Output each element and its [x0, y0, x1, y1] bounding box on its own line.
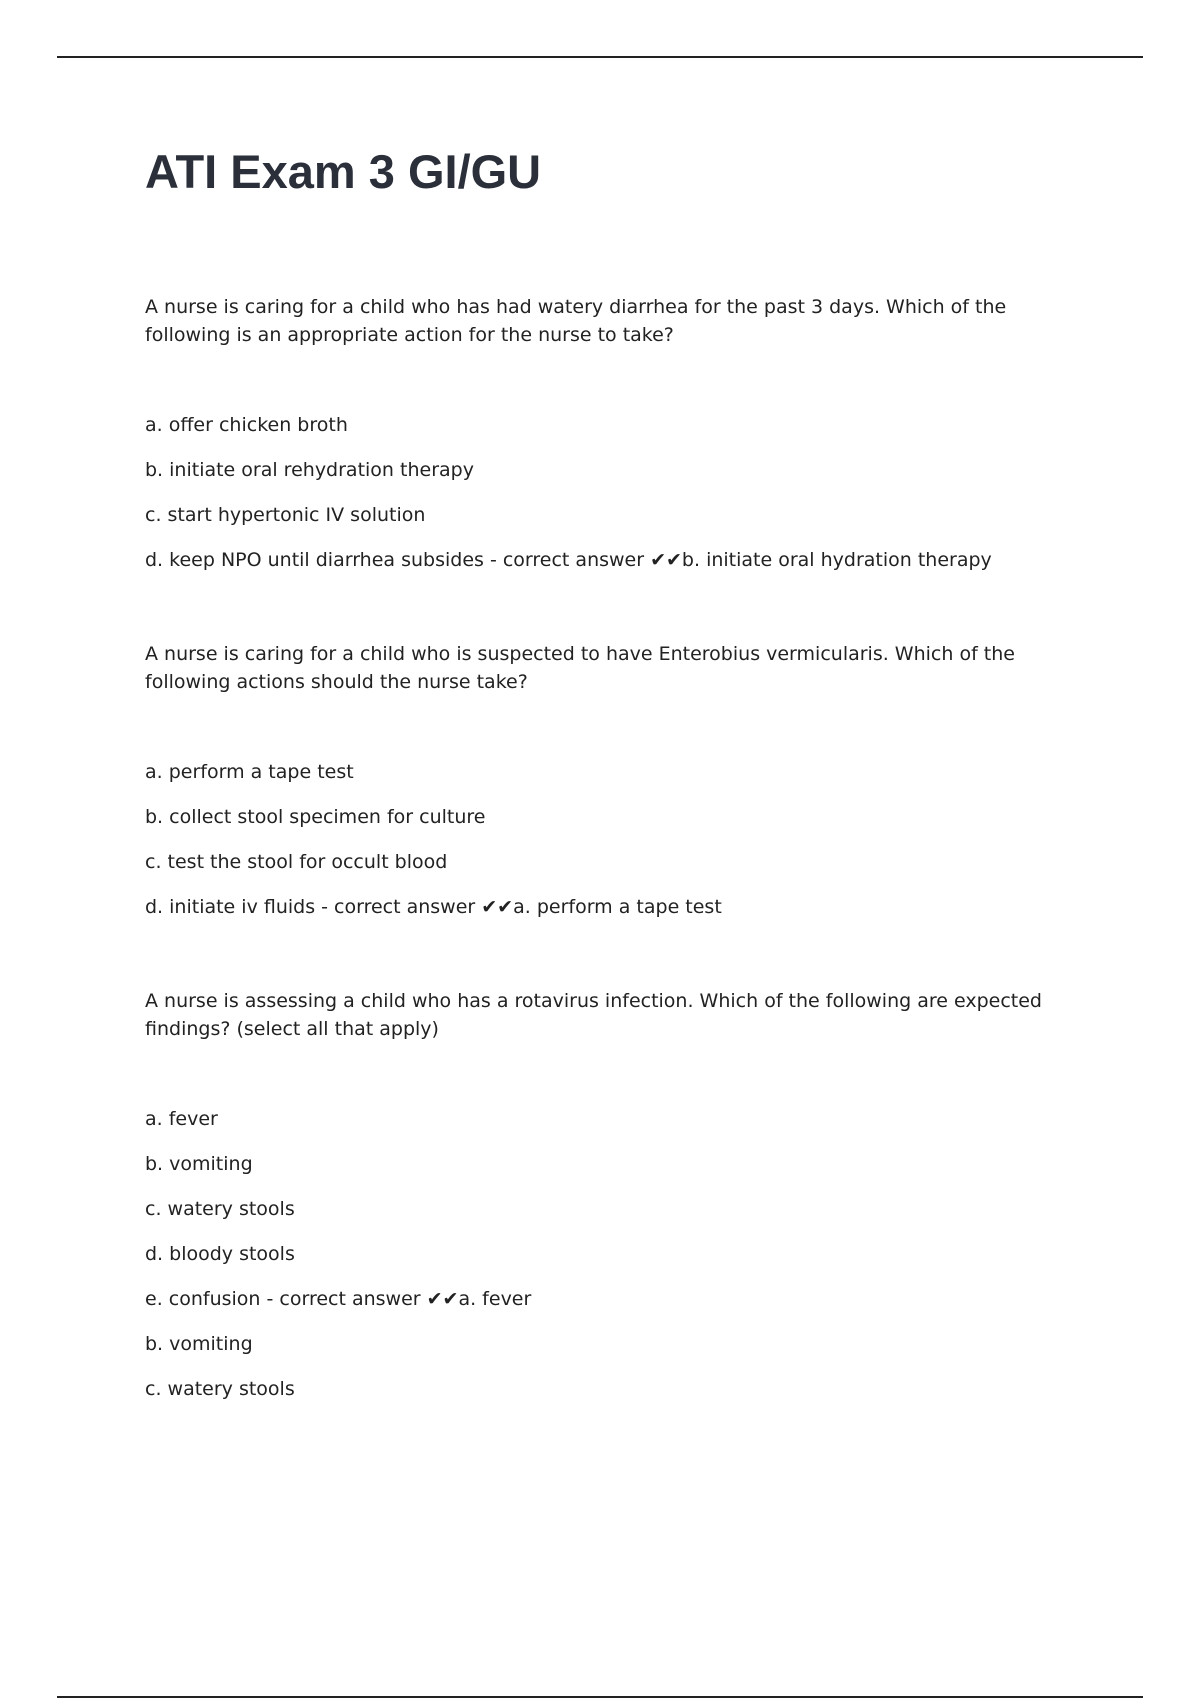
option-item-with-answer: d. initiate iv fluids - correct answer ✔✔a. perform a tape test	[145, 896, 722, 918]
option-item: d. bloody stools	[145, 1243, 295, 1265]
option-item-with-answer: d. keep NPO until diarrhea subsides - correct answer ✔✔b. initiate oral hydration therapy	[145, 549, 992, 571]
question-1-options	[145, 411, 1090, 591]
option-item: b. vomiting	[145, 1333, 253, 1355]
option-item: a. perform a tape test	[145, 761, 354, 783]
question-2-options	[145, 758, 1090, 938]
option-item: b. collect stool specimen for culture	[145, 806, 486, 828]
option-item: a. fever	[145, 1108, 218, 1130]
option-item: c. watery stools	[145, 1378, 295, 1400]
question-2	[145, 640, 1090, 696]
question-text: A nurse is caring for a child who has had watery diarrhea for the past 3 days. Which of the following is an appropriate action for the nurse to take?	[145, 296, 1007, 346]
option-item: c. start hypertonic IV solution	[145, 504, 426, 526]
option-item: b. initiate oral rehydration therapy	[145, 459, 474, 481]
question-text: A nurse is assessing a child who has a rotavirus infection. Which of the following are expected findings? (select all that apply)	[145, 990, 1042, 1040]
question-3	[145, 987, 1090, 1043]
question-text: A nurse is caring for a child who is suspected to have Enterobius vermicularis. Which of the following actions should the nurse take?	[145, 643, 1015, 693]
question-3-options	[145, 1105, 1090, 1420]
option-item: b. vomiting	[145, 1153, 253, 1175]
question-1	[145, 293, 1090, 349]
option-item: c. watery stools	[145, 1198, 295, 1220]
option-item: c. test the stool for occult blood	[145, 851, 448, 873]
top-rule	[57, 56, 1143, 58]
option-item: a. offer chicken broth	[145, 414, 348, 436]
option-item-with-answer: e. confusion - correct answer ✔✔a. fever	[145, 1288, 532, 1310]
document-title: ATI Exam 3 GI/GU	[145, 145, 542, 198]
bottom-rule	[57, 1696, 1143, 1698]
